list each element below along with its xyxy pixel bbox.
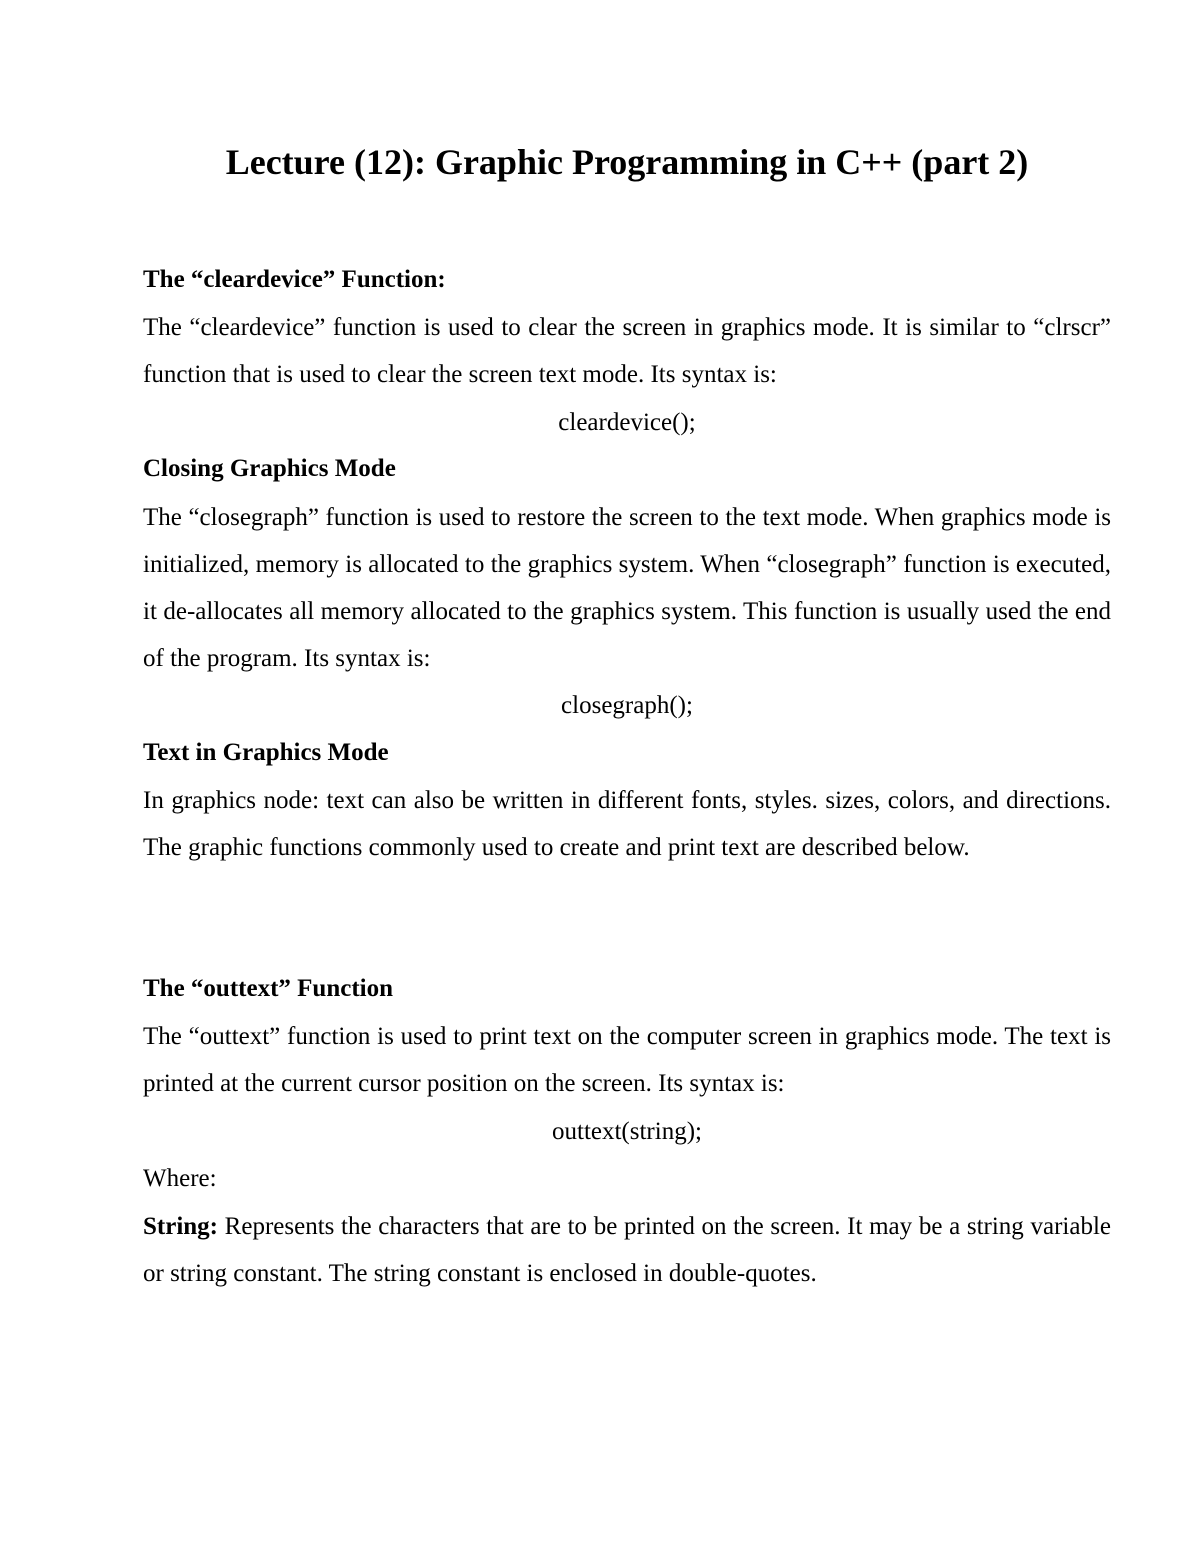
syntax-outtext: outtext(string);	[552, 1118, 702, 1145]
page-title: Lecture (12): Graphic Programming in C++ (part 2)	[225, 142, 1029, 182]
paragraph-closing-graphics: The “closegraph” function is used to restore the screen to the text mode. When graphics mode is initialized, memory is allocated to the graphics system. When “closegraph” function is executed, it de-allocates all memory allocated to the graphics system. This function is usually used the end of the program. Its syntax is:	[143, 504, 1111, 672]
paragraph-string-definition	[143, 1203, 1111, 1297]
section-heading-text-graphics: Text in Graphics Mode	[143, 739, 389, 766]
syntax-closegraph: closegraph();	[561, 692, 693, 719]
paragraph-cleardevice: The “cleardevice” function is used to clear the screen in graphics mode. It is similar to “clrscr” function that is used to clear the screen text mode. Its syntax is:	[143, 314, 1111, 388]
string-description: Represents the characters that are to be printed on the screen. It may be a string variable or string constant. The string constant is enclosed in double-quotes.	[143, 1213, 1111, 1287]
syntax-cleardevice: cleardevice();	[558, 409, 696, 436]
string-term: String:	[143, 1213, 218, 1240]
paragraph-text-graphics: In graphics node: text can also be written in different fonts, styles. sizes, colors, and directions. The graphic functions commonly used to create and print text are described below.	[143, 787, 1111, 861]
section-heading-outtext: The “outtext” Function	[143, 975, 393, 1002]
section-heading-cleardevice: The “cleardevice” Function:	[143, 266, 446, 293]
where-label: Where:	[143, 1165, 217, 1192]
paragraph-outtext: The “outtext” function is used to print text on the computer screen in graphics mode. The text is printed at the current cursor position on the screen. Its syntax is:	[143, 1023, 1111, 1097]
section-heading-closing-graphics: Closing Graphics Mode	[143, 455, 396, 482]
